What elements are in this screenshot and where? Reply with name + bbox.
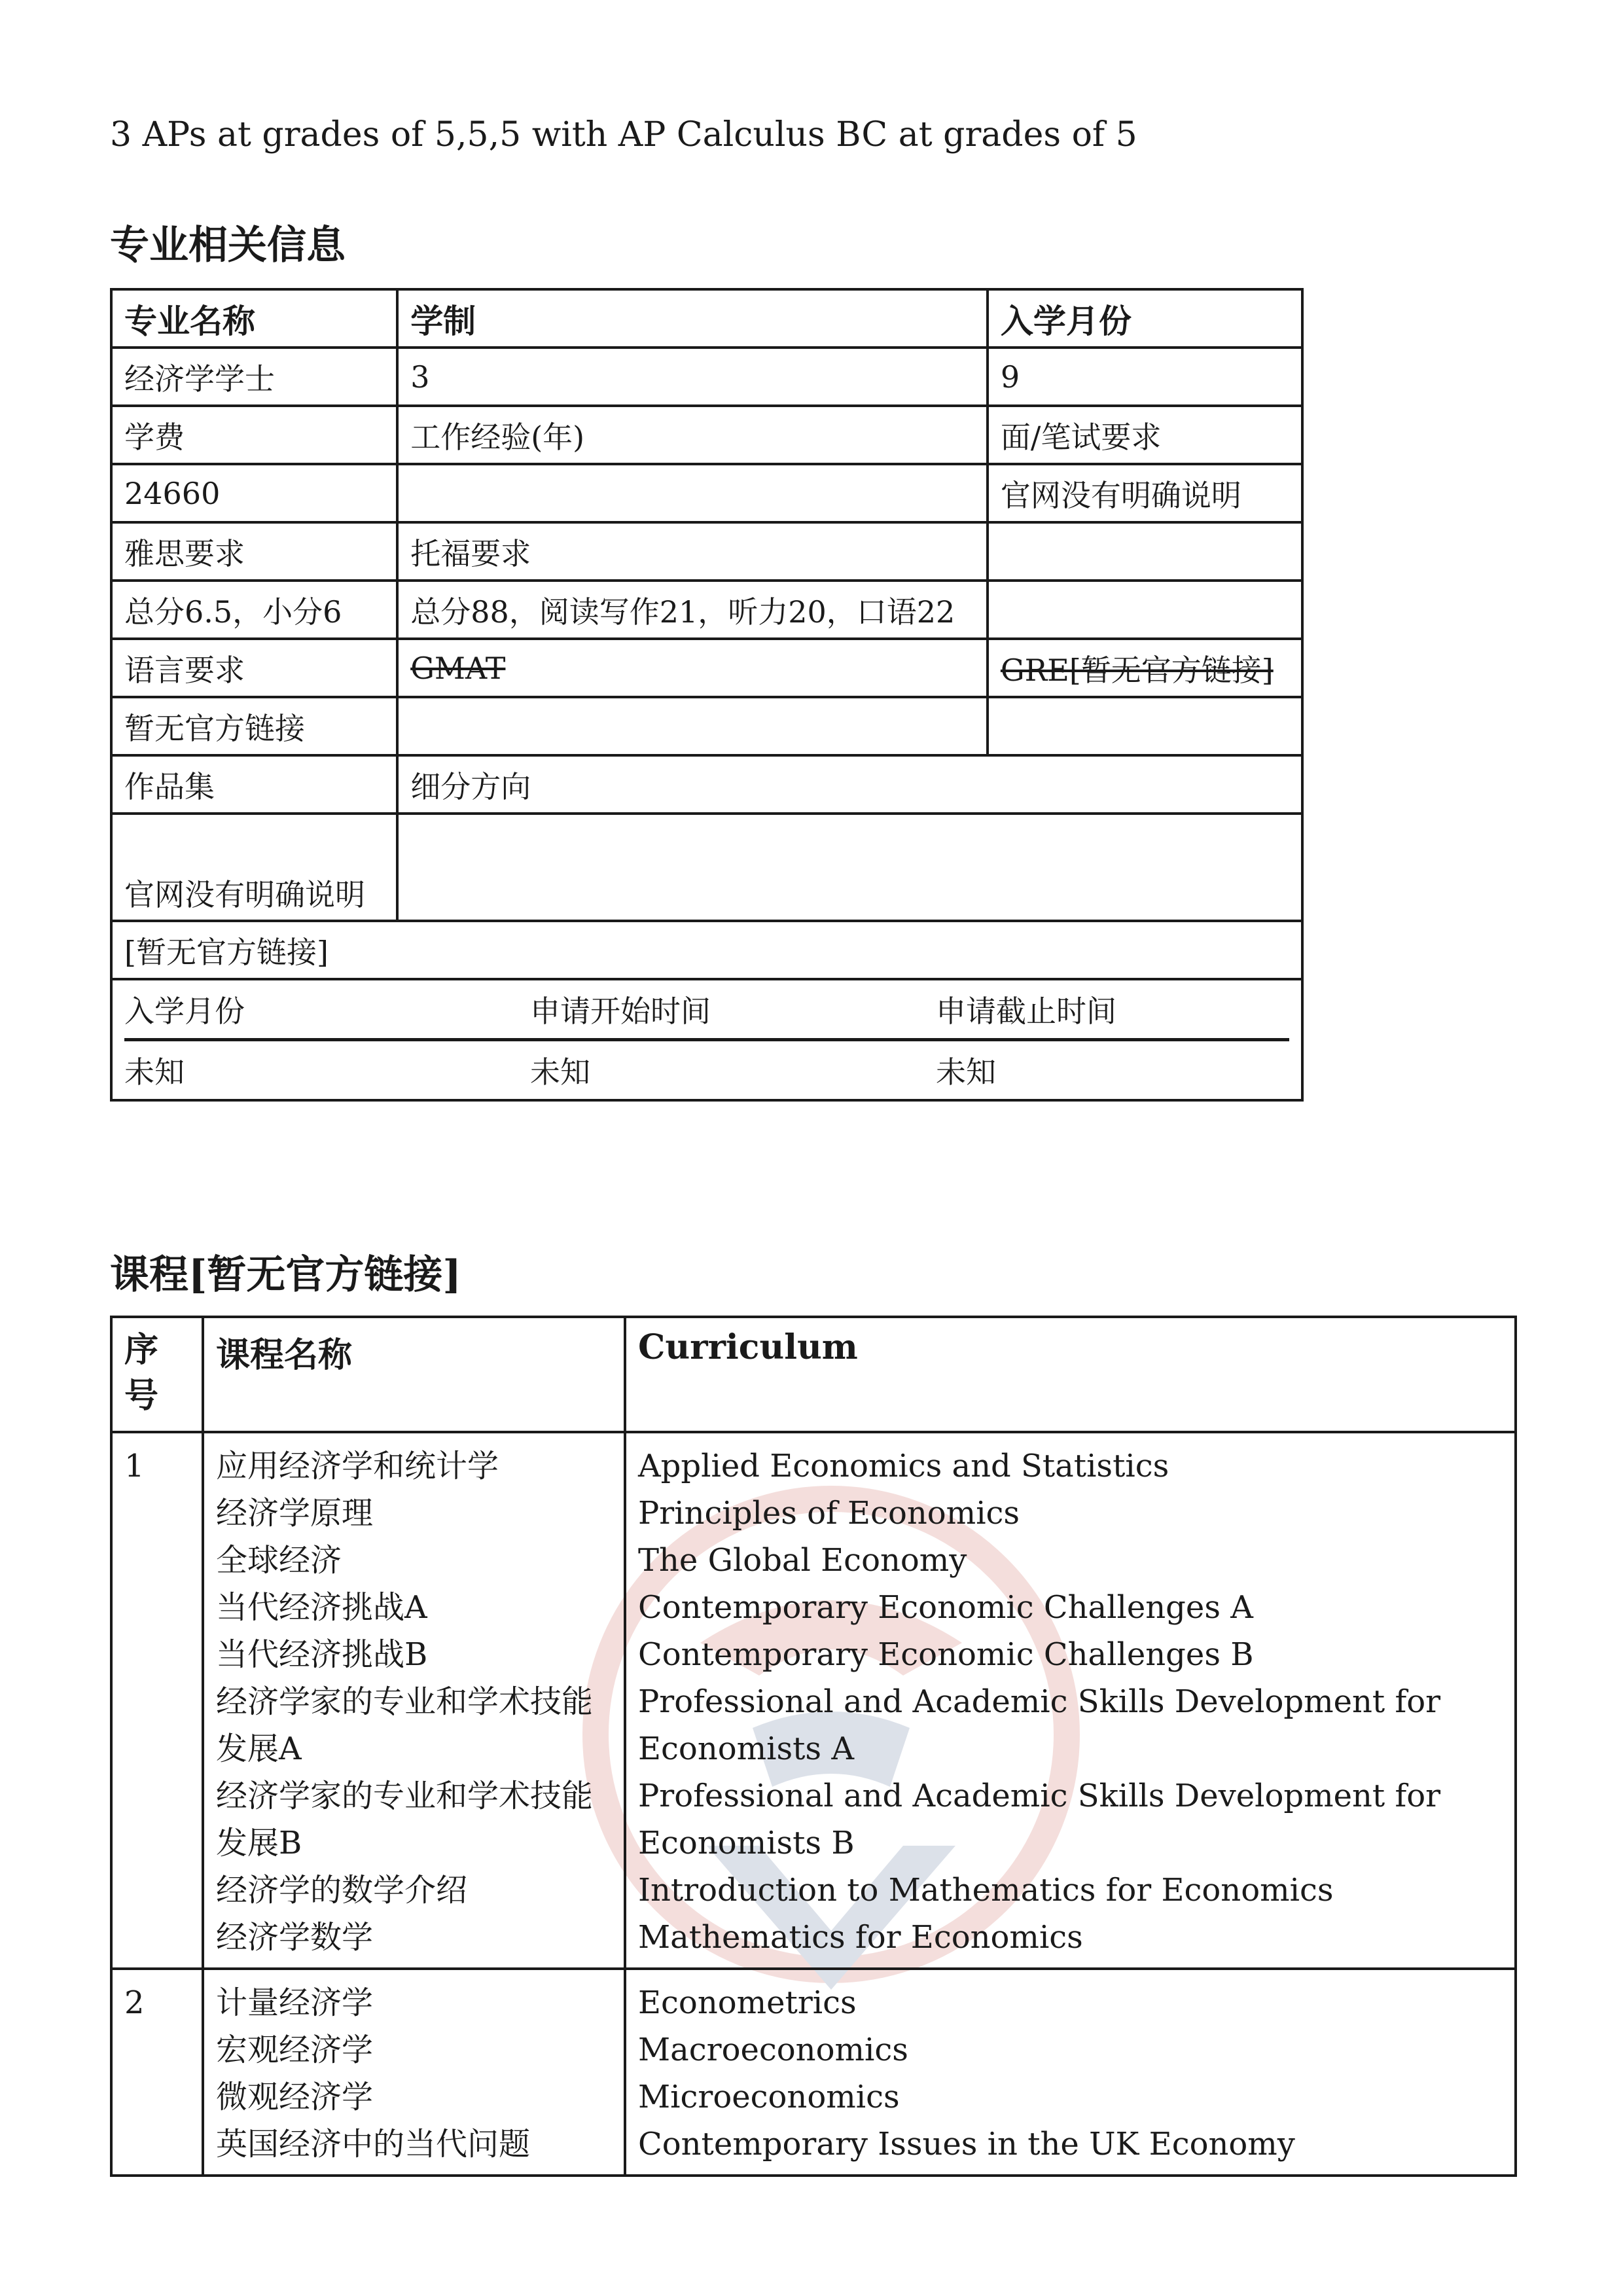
schedule-value: 未知 [936, 1054, 996, 1090]
course-line: 经济学的数学介绍 [216, 1872, 468, 1909]
table-row [111, 697, 1302, 755]
table-cell: 面/笔试要求 [988, 406, 1302, 464]
table-row [111, 921, 1302, 979]
table-row [111, 814, 1302, 921]
table-cell: 入学月份 [988, 289, 1302, 348]
major-info-table [110, 288, 1304, 1102]
seq-number: 1 [124, 1448, 145, 1484]
table-cell: 3 [397, 348, 988, 406]
table-cell: 暂无官方链接 [111, 697, 397, 755]
table-cell: 作品集 [111, 755, 397, 814]
course-group-row [111, 1432, 1516, 1969]
course-line: Econometrics [638, 1984, 857, 2021]
course-line: The Global Economy [638, 1542, 967, 1579]
course-name-header: 课程名称 [203, 1317, 625, 1432]
table-cell: 总分6.5，小分6 [111, 581, 397, 639]
course-line: 全球经济 [216, 1542, 342, 1579]
course-cn-list [203, 1432, 625, 1969]
table-row [111, 289, 1302, 348]
table-row [111, 348, 1302, 406]
table-cell [397, 464, 988, 522]
major-info-heading: 专业相关信息 [110, 223, 346, 268]
gre-strikethrough-cell: GRE[暂无官方链接] [988, 639, 1302, 697]
table-cell: 雅思要求 [111, 522, 397, 581]
course-line: Contemporary Economic Challenges B [638, 1636, 1254, 1673]
curriculum-header: Curriculum [625, 1317, 1516, 1432]
table-cell [397, 697, 988, 755]
seq-number: 2 [124, 1984, 145, 2021]
course-line: 应用经济学和统计学 [216, 1448, 499, 1484]
table-row [111, 581, 1302, 639]
table-cell: 专业名称 [111, 289, 397, 348]
table-cell: 官网没有明确说明 [988, 464, 1302, 522]
table-cell: 学费 [111, 406, 397, 464]
course-line: Mathematics for Economics [638, 1919, 1083, 1956]
course-line: 宏观经济学 [216, 2032, 374, 2068]
table-cell: 9 [988, 348, 1302, 406]
course-line: 当代经济挑战B [216, 1636, 428, 1673]
course-line: Economists B [638, 1825, 855, 1861]
course-line: 发展B [216, 1825, 302, 1861]
table-cell: 总分88，阅读写作21，听力20，口语22 [397, 581, 988, 639]
table-cell: [暂无官方链接] [111, 921, 1302, 979]
course-line: Principles of Economics [638, 1495, 1020, 1532]
table-cell: 工作经验(年) [397, 406, 988, 464]
course-line: 微观经济学 [216, 2079, 374, 2115]
schedule-header: 申请截止时间 [936, 980, 1289, 1041]
gmat-strikethrough-cell: GMAT [397, 639, 988, 697]
schedule-header: 入学月份 [124, 980, 530, 1041]
table-cell: 24660 [111, 464, 397, 522]
course-line: 经济学家的专业和学术技能 [216, 1778, 594, 1814]
course-line: 计量经济学 [216, 1984, 374, 2021]
table-cell [988, 581, 1302, 639]
schedule-row [111, 979, 1302, 1100]
schedule-value: 未知 [530, 1054, 590, 1090]
table-header-row [111, 1317, 1516, 1432]
table-row [111, 406, 1302, 464]
course-table [110, 1316, 1517, 2177]
table-cell: 官网没有明确说明 [111, 814, 397, 921]
course-line: Contemporary Economic Challenges A [638, 1589, 1253, 1626]
course-en-list [625, 1432, 1516, 1969]
course-line: 经济学家的专业和学术技能 [216, 1683, 594, 1720]
table-row [111, 464, 1302, 522]
course-line: Contemporary Issues in the UK Economy [638, 2126, 1295, 2162]
table-cell: 细分方向 [397, 755, 1302, 814]
table-cell [988, 697, 1302, 755]
table-row [111, 639, 1302, 697]
course-line: Applied Economics and Statistics [638, 1448, 1169, 1484]
course-line: Economists A [638, 1731, 854, 1767]
table-row [111, 522, 1302, 581]
schedule-value: 未知 [124, 1054, 185, 1090]
table-cell [397, 814, 1302, 921]
course-line: Macroeconomics [638, 2032, 908, 2068]
course-line: 当代经济挑战A [216, 1589, 427, 1626]
table-cell: 学制 [397, 289, 988, 348]
schedule-cell [111, 979, 1302, 1100]
seq-cell [111, 1969, 203, 2176]
table-cell: 语言要求 [111, 639, 397, 697]
seq-cell [111, 1432, 203, 1969]
course-line: 英国经济中的当代问题 [216, 2126, 531, 2162]
course-cn-list [203, 1969, 625, 2176]
schedule-header: 申请开始时间 [530, 980, 936, 1041]
course-line: Professional and Academic Skills Development for [638, 1778, 1441, 1814]
intro-text: 3 APs at grades of 5,5,5 with AP Calculus BC at grades of 5 [110, 115, 1137, 154]
seq-header: 序 号 [111, 1317, 203, 1432]
course-heading: 课程[暂无官方链接] [110, 1252, 461, 1298]
course-line: 经济学数学 [216, 1919, 374, 1956]
table-cell [988, 522, 1302, 581]
course-line: 发展A [216, 1731, 302, 1767]
table-cell: 经济学学士 [111, 348, 397, 406]
course-line: Introduction to Mathematics for Economics [638, 1872, 1334, 1909]
table-cell: 托福要求 [397, 522, 988, 581]
table-row [111, 755, 1302, 814]
course-line: 经济学原理 [216, 1495, 374, 1532]
course-line: Microeconomics [638, 2079, 900, 2115]
course-line: Professional and Academic Skills Development for [638, 1683, 1441, 1720]
course-en-list [625, 1969, 1516, 2176]
course-group-row [111, 1969, 1516, 2176]
schedule-grid [124, 980, 1289, 1099]
